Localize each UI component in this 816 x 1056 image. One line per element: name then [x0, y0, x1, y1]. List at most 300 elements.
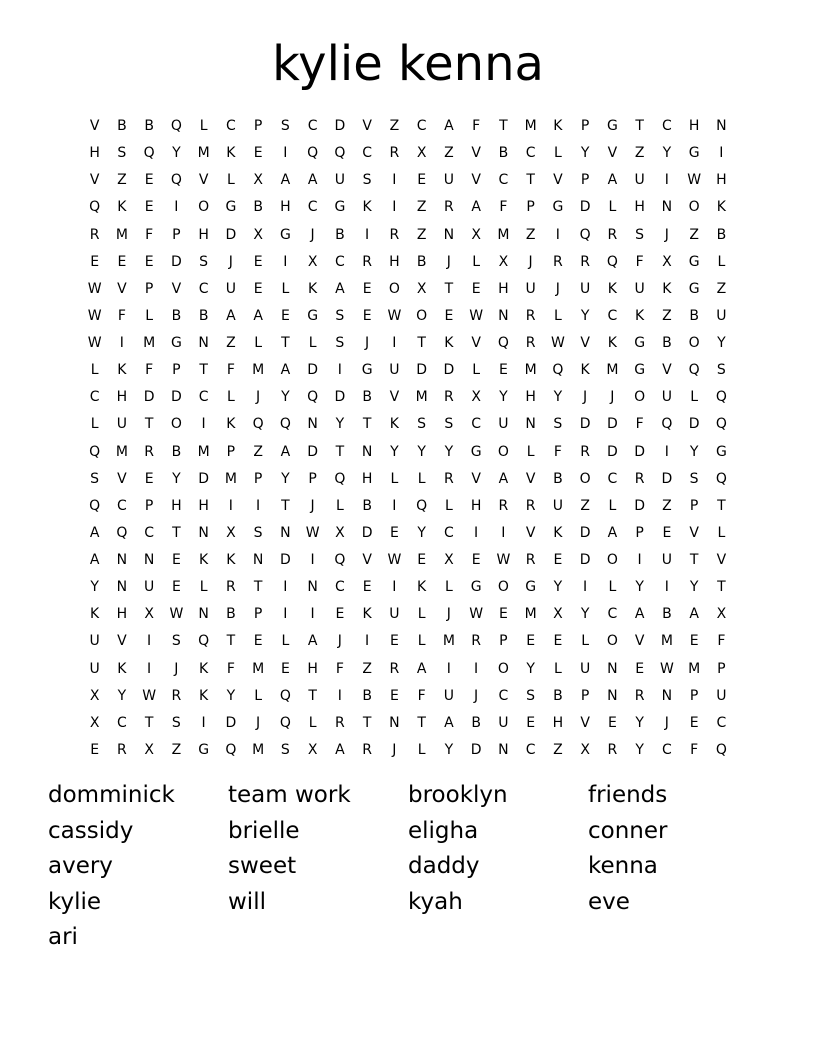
grid-letter: X — [471, 226, 481, 243]
grid-letter: W — [687, 172, 702, 189]
grid-letter: J — [337, 633, 342, 650]
grid-letter: V — [89, 118, 100, 135]
grid-letter: S — [417, 416, 427, 433]
grid-letter: D — [198, 470, 210, 487]
grid-letter: M — [524, 362, 537, 379]
word-list-item: ari — [48, 924, 78, 950]
grid-letter: N — [307, 416, 318, 433]
grid-letter: L — [90, 416, 99, 433]
grid-letter: L — [608, 497, 617, 514]
grid-letter: D — [279, 552, 291, 569]
grid-letter: I — [283, 145, 288, 162]
grid-letter: S — [689, 470, 699, 487]
grid-letter: Y — [526, 660, 535, 677]
grid-letter: W — [305, 524, 320, 541]
grid-letter: I — [365, 226, 370, 243]
grid-letter: Q — [89, 497, 101, 514]
grid-letter: W — [87, 280, 102, 297]
grid-letter: B — [553, 687, 563, 704]
grid-letter: I — [583, 579, 588, 596]
grid-letter: U — [225, 280, 236, 297]
grid-letter: M — [415, 389, 428, 406]
grid-letter: E — [417, 172, 427, 189]
grid-letter: T — [281, 497, 290, 514]
grid-letter: U — [116, 416, 127, 433]
grid-letter: V — [634, 633, 645, 650]
grid-letter: T — [717, 579, 726, 596]
word-list-item: friends — [588, 782, 668, 808]
grid-letter: V — [471, 470, 481, 487]
grid-letter: E — [362, 280, 372, 297]
grid-letter: L — [417, 633, 426, 650]
grid-letter: Q — [116, 524, 128, 541]
grid-letter: Y — [117, 687, 127, 704]
grid-row — [81, 411, 735, 438]
grid-letter: K — [607, 280, 617, 297]
grid-letter: M — [442, 633, 455, 650]
grid-letter: P — [253, 118, 263, 135]
grid-letter: E — [389, 633, 399, 650]
grid-letter: D — [661, 470, 673, 487]
grid-row — [81, 547, 735, 574]
grid-letter: G — [198, 741, 210, 758]
grid-letter: E — [553, 633, 563, 650]
grid-letter: Y — [172, 145, 181, 162]
grid-letter: H — [498, 280, 509, 297]
grid-letter: G — [361, 362, 373, 379]
grid-letter: H — [280, 199, 291, 216]
grid-letter: Y — [90, 579, 99, 596]
grid-letter: H — [361, 470, 373, 487]
grid-letter: K — [362, 199, 372, 216]
grid-letter: I — [310, 606, 315, 623]
grid-letter: A — [307, 633, 318, 650]
grid-letter: B — [117, 118, 127, 135]
grid-letter: I — [256, 497, 261, 514]
grid-letter: U — [389, 606, 400, 623]
grid-letter: C — [334, 253, 345, 270]
grid-letter: P — [144, 497, 154, 514]
grid-letter: T — [717, 497, 726, 514]
grid-letter: X — [226, 524, 236, 541]
grid-letter: P — [580, 687, 590, 704]
grid-letter: Y — [417, 524, 426, 541]
grid-letter: E — [553, 552, 563, 569]
grid-letter: B — [335, 226, 345, 243]
grid-letter: E — [689, 633, 699, 650]
grid-letter: J — [392, 741, 397, 758]
grid-letter: N — [252, 552, 264, 569]
grid-letter: Z — [416, 199, 427, 216]
grid-letter: Y — [635, 579, 644, 596]
grid-letter: S — [444, 416, 454, 433]
grid-letter: O — [170, 416, 182, 433]
grid-letter: T — [308, 687, 317, 704]
grid-letter: U — [334, 172, 345, 189]
grid-letter: N — [498, 741, 509, 758]
grid-letter: T — [526, 172, 535, 189]
grid-letter: E — [689, 714, 699, 731]
grid-letter: N — [443, 226, 455, 243]
grid-letter: N — [280, 524, 291, 541]
grid-letter: Q — [89, 443, 101, 460]
grid-letter: R — [471, 633, 481, 650]
grid-letter: I — [664, 172, 669, 189]
grid-letter: J — [446, 253, 451, 270]
grid-letter: N — [198, 524, 209, 541]
grid-letter: C — [607, 470, 618, 487]
grid-letter: E — [417, 552, 427, 569]
grid-letter: E — [253, 253, 263, 270]
grid-letter: E — [362, 579, 372, 596]
grid-letter: N — [716, 118, 727, 135]
word-list-item: cassidy — [48, 817, 134, 844]
grid-letter: M — [497, 226, 510, 243]
grid-letter: L — [199, 118, 208, 135]
grid-letter: K — [226, 416, 236, 433]
grid-row — [81, 384, 735, 411]
grid-letter: E — [253, 145, 263, 162]
grid-letter: D — [416, 362, 428, 379]
grid-letter: F — [690, 741, 699, 758]
grid-letter: V — [580, 335, 590, 352]
grid-letter: E — [389, 687, 399, 704]
grid-letter: K — [117, 660, 127, 677]
grid-letter: K — [553, 118, 563, 135]
grid-letter: R — [362, 741, 372, 758]
grid-letter: Z — [226, 335, 236, 352]
grid-letter: K — [308, 280, 318, 297]
grid-letter: N — [307, 579, 318, 596]
grid-letter: V — [117, 470, 127, 487]
grid-letter: N — [661, 199, 673, 216]
grid-letter: B — [198, 307, 209, 324]
grid-letter: U — [525, 280, 536, 297]
grid-letter: W — [142, 687, 157, 704]
grid-letter: K — [444, 335, 454, 352]
grid-letter: L — [308, 714, 317, 731]
grid-letter: I — [283, 253, 288, 270]
grid-letter: R — [525, 307, 536, 324]
grid-letter: Y — [281, 389, 290, 406]
grid-letter: R — [607, 741, 618, 758]
grid-letter: X — [580, 741, 590, 758]
grid-letter: D — [579, 199, 591, 216]
word-list-item: brooklyn — [408, 782, 508, 808]
grid-letter: S — [362, 172, 372, 189]
grid-letter: T — [362, 416, 372, 433]
grid-letter: D — [443, 362, 455, 379]
grid-letter: D — [579, 416, 591, 433]
grid-letter: B — [498, 145, 509, 162]
word-list-item: will — [228, 888, 266, 915]
word-list-item: eligha — [408, 817, 479, 844]
grid-letter: I — [719, 145, 724, 162]
grid-letter: C — [307, 199, 318, 216]
grid-letter: R — [553, 253, 563, 270]
grid-letter: A — [335, 741, 345, 758]
grid-letter: T — [199, 362, 208, 379]
grid-letter: W — [87, 307, 102, 324]
word-list-item: domminick — [48, 782, 175, 808]
grid-letter: M — [115, 226, 128, 243]
grid-letter: T — [281, 335, 290, 352]
grid-letter: Z — [362, 660, 372, 677]
grid-letter: E — [90, 741, 100, 758]
grid-letter: V — [716, 552, 727, 569]
grid-row — [81, 710, 735, 737]
grid-letter: E — [90, 253, 100, 270]
grid-letter: X — [253, 172, 263, 189]
grid-row — [81, 249, 735, 276]
grid-letter: A — [280, 443, 291, 460]
grid-letter: O — [497, 443, 509, 460]
grid-letter: R — [525, 335, 536, 352]
grid-letter: I — [119, 335, 124, 352]
grid-letter: N — [661, 687, 673, 704]
grid-letter: D — [579, 524, 591, 541]
grid-letter: Q — [143, 145, 155, 162]
grid-letter: V — [471, 335, 481, 352]
grid-letter: M — [252, 660, 265, 677]
grid-letter: J — [310, 226, 315, 243]
grid-letter: A — [607, 524, 618, 541]
grid-letter: W — [496, 552, 511, 569]
grid-row — [81, 167, 735, 194]
grid-letter: X — [335, 524, 345, 541]
grid-row — [81, 276, 735, 303]
grid-letter: X — [716, 606, 727, 623]
grid-letter: T — [144, 714, 154, 731]
grid-letter: S — [635, 226, 645, 243]
grid-letter: Y — [580, 145, 590, 162]
grid-letter: V — [362, 552, 372, 569]
grid-letter: G — [334, 199, 346, 216]
grid-letter: B — [362, 389, 372, 406]
grid-letter: U — [552, 497, 563, 514]
grid-letter: B — [253, 199, 263, 216]
grid-letter: X — [471, 389, 481, 406]
grid-row — [81, 628, 735, 655]
grid-letter: H — [116, 606, 128, 623]
grid-letter: L — [226, 172, 235, 189]
grid-letter: U — [716, 687, 727, 704]
grid-letter: G — [470, 579, 482, 596]
grid-letter: B — [662, 606, 672, 623]
grid-row — [81, 601, 735, 628]
grid-letter: B — [689, 307, 699, 324]
grid-letter: Z — [553, 741, 563, 758]
grid-letter: K — [417, 579, 427, 596]
grid-letter: U — [634, 172, 645, 189]
grid-letter: C — [416, 118, 427, 135]
grid-letter: E — [144, 172, 154, 189]
grid-letter: A — [280, 362, 291, 379]
grid-row — [81, 574, 735, 601]
grid-letter: E — [335, 606, 345, 623]
grid-letter: Y — [335, 416, 345, 433]
grid-row — [81, 303, 735, 330]
grid-letter: C — [307, 118, 318, 135]
grid-letter: E — [253, 633, 263, 650]
grid-letter: U — [89, 633, 100, 650]
grid-letter: E — [389, 524, 399, 541]
grid-letter: E — [117, 253, 127, 270]
grid-letter: R — [634, 470, 645, 487]
grid-letter: Y — [580, 307, 590, 324]
grid-letter: Q — [225, 741, 237, 758]
grid-letter: M — [143, 335, 156, 352]
grid-letter: E — [444, 307, 454, 324]
grid-letter: R — [389, 145, 400, 162]
grid-letter: X — [553, 606, 563, 623]
grid-letter: A — [226, 307, 236, 324]
grid-letter: D — [361, 524, 373, 541]
grid-letter: T — [499, 118, 508, 135]
grid-letter: X — [144, 741, 154, 758]
grid-letter: X — [89, 687, 100, 704]
grid-letter: K — [389, 416, 399, 433]
grid-letter: C — [661, 741, 672, 758]
grid-letter: M — [197, 145, 210, 162]
grid-letter: I — [201, 714, 206, 731]
grid-letter: C — [525, 145, 536, 162]
grid-letter: L — [199, 579, 208, 596]
grid-row — [81, 466, 735, 493]
grid-letter: I — [283, 579, 288, 596]
grid-letter: B — [553, 470, 563, 487]
grid-letter: P — [689, 687, 699, 704]
grid-letter: N — [525, 416, 536, 433]
grid-letter: C — [198, 389, 209, 406]
grid-letter: O — [497, 660, 509, 677]
grid-letter: H — [470, 497, 482, 514]
grid-letter: K — [226, 552, 236, 569]
grid-letter: Q — [89, 199, 101, 216]
grid-letter: T — [144, 416, 154, 433]
grid-letter: Q — [334, 470, 346, 487]
grid-letter: X — [144, 606, 154, 623]
grid-letter: L — [553, 660, 562, 677]
grid-letter: X — [307, 741, 318, 758]
grid-letter: S — [199, 253, 209, 270]
grid-row — [81, 439, 735, 466]
grid-letter: P — [580, 172, 590, 189]
grid-letter: Q — [715, 470, 727, 487]
grid-letter: K — [635, 307, 645, 324]
grid-letter: I — [637, 552, 642, 569]
grid-letter: K — [580, 362, 590, 379]
grid-letter: V — [662, 362, 672, 379]
grid-letter: J — [174, 660, 179, 677]
grid-letter: F — [635, 416, 644, 433]
grid-letter: J — [365, 335, 370, 352]
grid-letter: W — [387, 552, 402, 569]
grid-letter: Q — [279, 416, 291, 433]
grid-letter: G — [715, 443, 727, 460]
grid-letter: O — [606, 633, 618, 650]
grid-letter: Q — [715, 416, 727, 433]
grid-letter: L — [226, 389, 235, 406]
grid-letter: Q — [552, 362, 564, 379]
grid-letter: G — [634, 362, 646, 379]
grid-row — [81, 683, 735, 710]
grid-letter: A — [280, 172, 291, 189]
grid-letter: O — [198, 199, 210, 216]
grid-letter: I — [664, 443, 669, 460]
grid-letter: T — [689, 552, 699, 569]
grid-letter: F — [472, 118, 481, 135]
grid-letter: G — [688, 280, 700, 297]
grid-letter: A — [307, 172, 318, 189]
grid-letter: I — [174, 199, 179, 216]
grid-letter: D — [225, 226, 237, 243]
grid-letter: R — [389, 226, 400, 243]
grid-letter: K — [199, 687, 209, 704]
grid-letter: O — [416, 307, 428, 324]
grid-letter: K — [226, 145, 236, 162]
grid-letter: Z — [525, 226, 536, 243]
grid-letter: S — [335, 335, 345, 352]
grid-letter: V — [525, 524, 536, 541]
grid-letter: E — [280, 307, 290, 324]
grid-row — [81, 140, 735, 167]
grid-letter: R — [226, 579, 236, 596]
grid-letter: R — [389, 660, 400, 677]
grid-letter: A — [689, 606, 699, 623]
grid-letter: G — [307, 307, 319, 324]
grid-letter: O — [388, 280, 400, 297]
grid-letter: C — [116, 497, 127, 514]
grid-letter: I — [337, 362, 342, 379]
grid-letter: C — [471, 416, 482, 433]
grid-letter: E — [362, 307, 372, 324]
grid-letter: H — [198, 497, 209, 514]
grid-letter: C — [116, 714, 127, 731]
grid-letter: I — [228, 497, 233, 514]
grid-letter: G — [606, 118, 618, 135]
grid-row — [81, 330, 735, 357]
grid-letter: B — [471, 714, 481, 731]
grid-letter: Q — [715, 389, 727, 406]
grid-letter: M — [524, 118, 537, 135]
grid-letter: F — [226, 362, 235, 379]
grid-letter: Q — [307, 145, 319, 162]
grid-letter: Z — [117, 172, 127, 189]
grid-letter: L — [254, 687, 263, 704]
grid-letter: O — [688, 199, 700, 216]
grid-letter: Q — [606, 253, 618, 270]
grid-letter: S — [526, 687, 536, 704]
grid-letter: Y — [499, 389, 508, 406]
grid-letter: H — [716, 172, 727, 189]
grid-letter: V — [117, 280, 127, 297]
grid-letter: W — [387, 307, 402, 324]
grid-letter: S — [280, 741, 290, 758]
grid-letter: Q — [579, 226, 591, 243]
grid-letter: D — [634, 443, 646, 460]
grid-letter: R — [607, 226, 618, 243]
grid-letter: H — [552, 714, 564, 731]
grid-letter: P — [226, 443, 236, 460]
grid-letter: L — [281, 280, 290, 297]
grid-letter: K — [362, 606, 372, 623]
grid-letter: I — [392, 335, 397, 352]
grid-letter: J — [664, 714, 669, 731]
grid-letter: D — [334, 389, 346, 406]
word-list — [48, 778, 768, 956]
letter-grid — [81, 113, 735, 764]
